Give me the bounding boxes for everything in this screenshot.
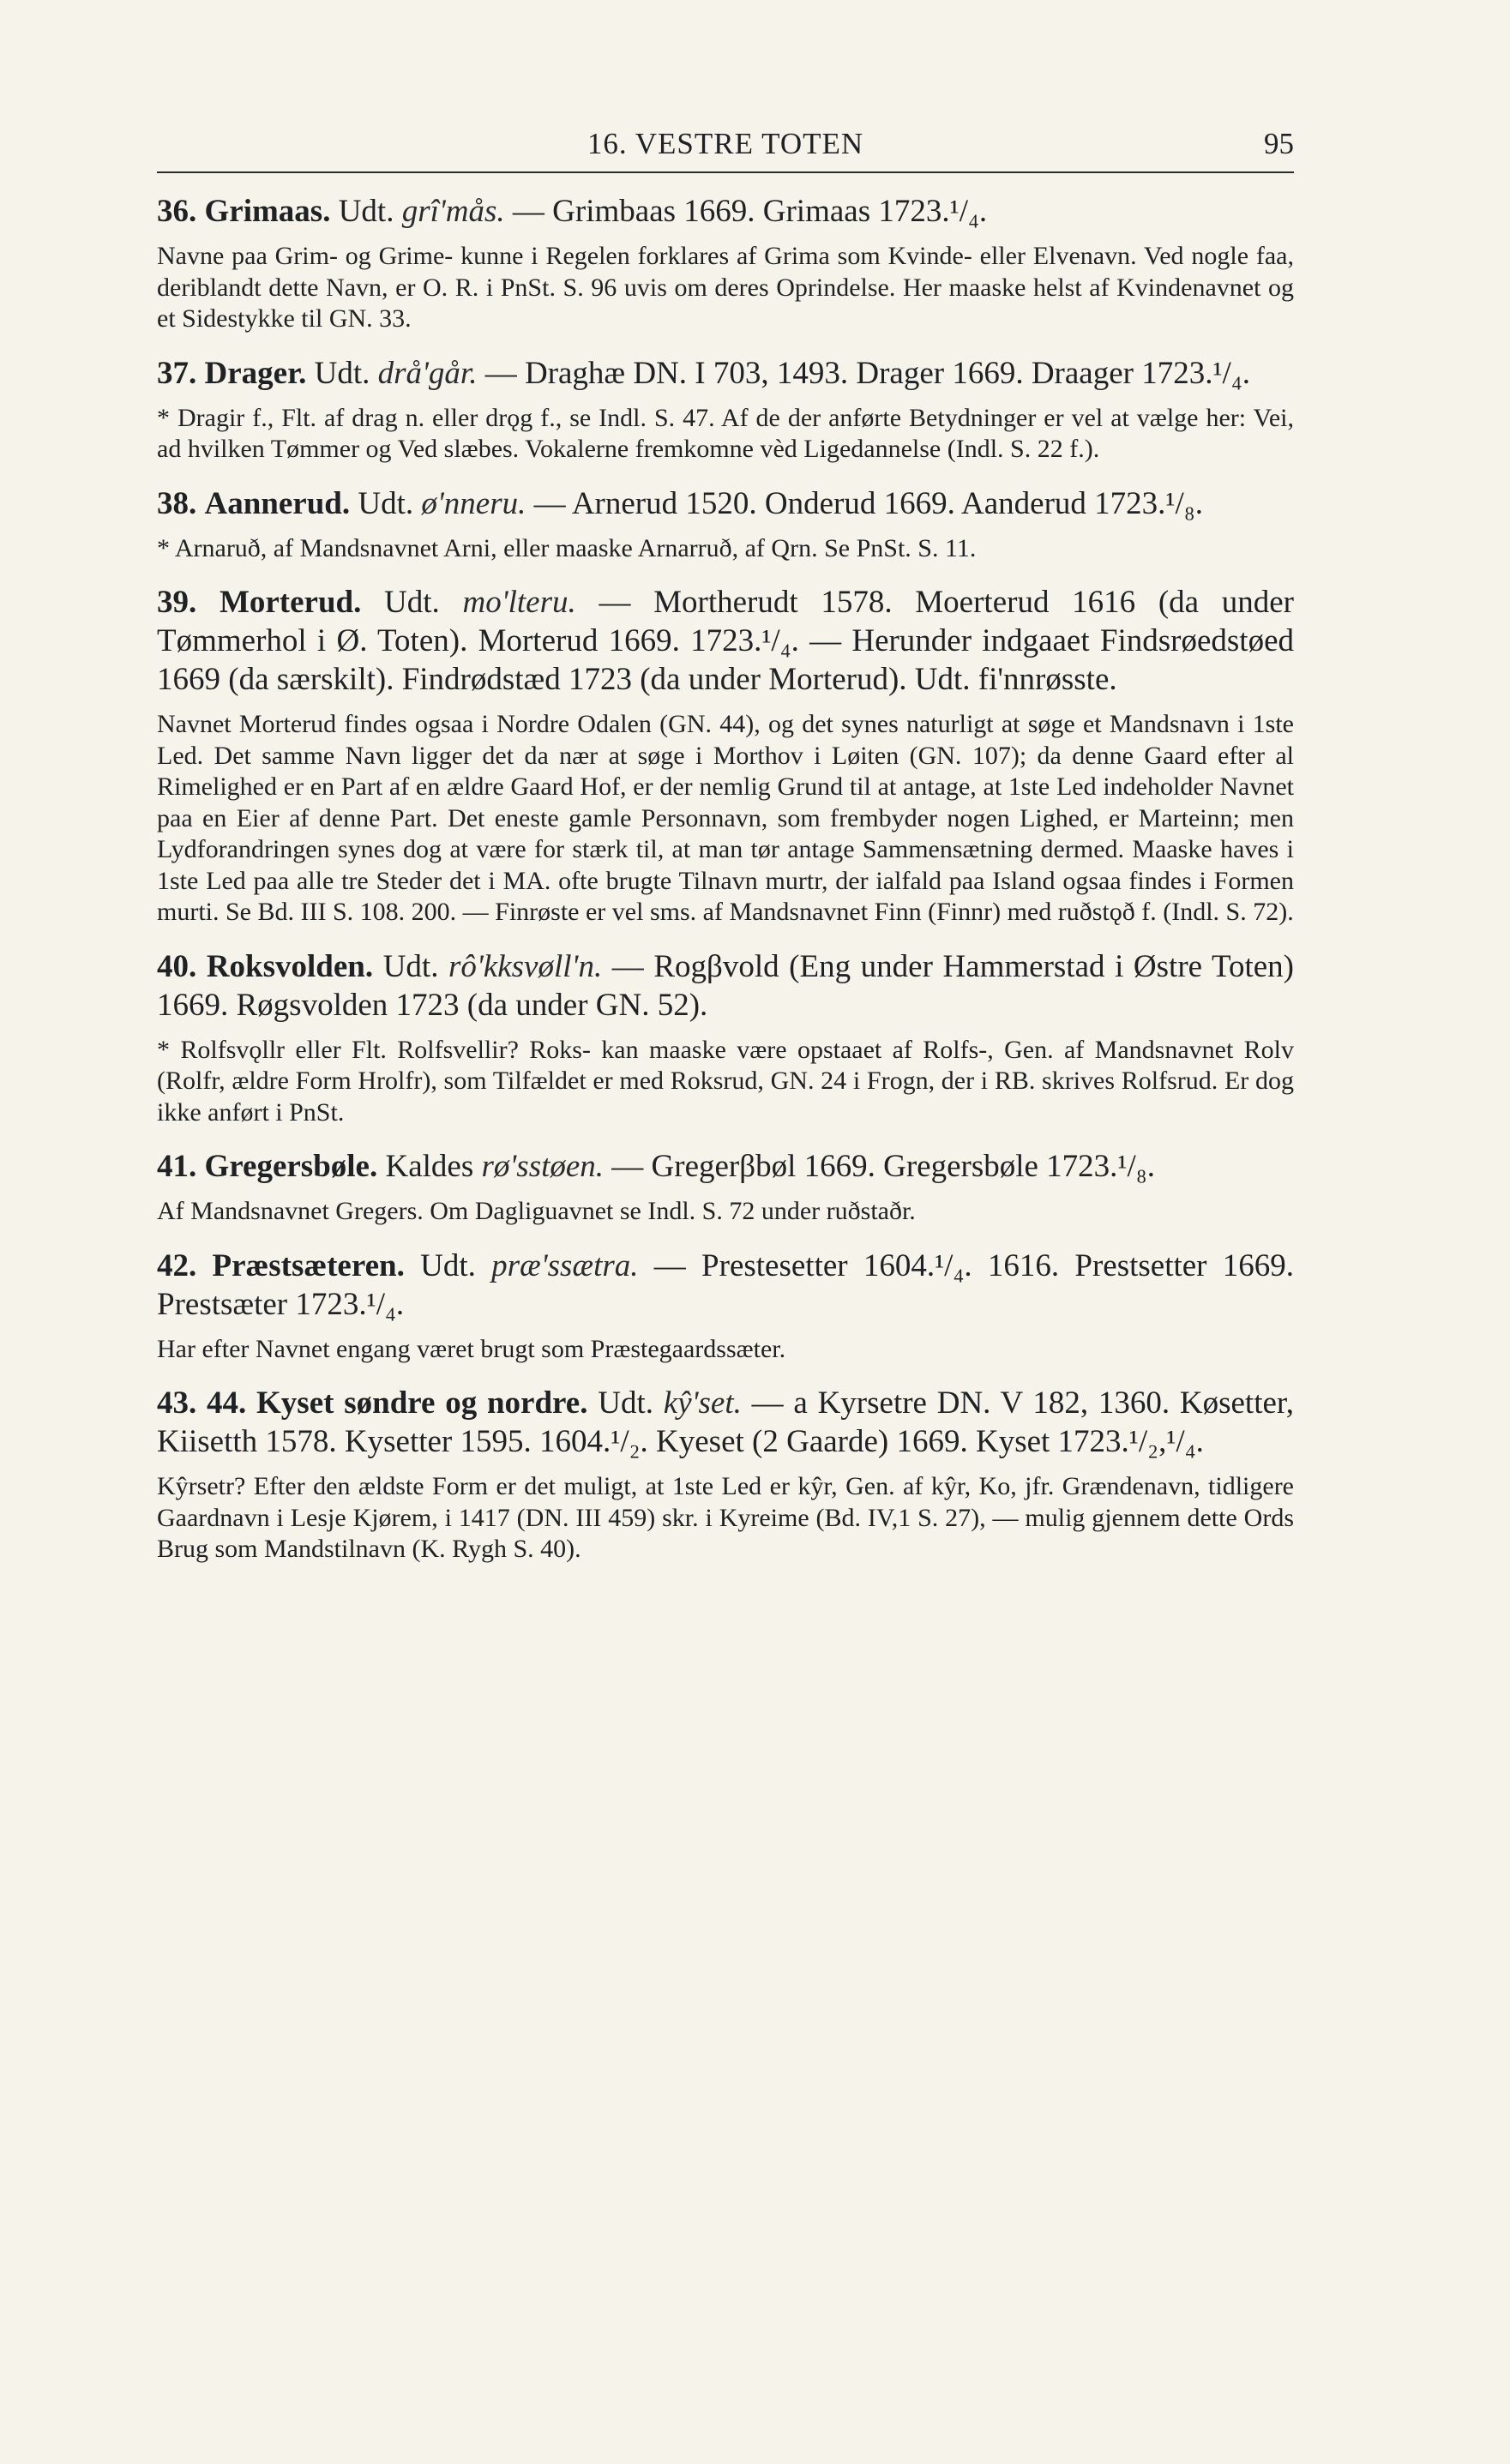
entry-forms: — Grimbaas 1669. Grimaas 1723.¹/₄.: [504, 194, 988, 229]
entry-note: Har efter Navnet engang været brugt som Præstegaardssæter.: [157, 1334, 786, 1363]
farm-name: Gregersbøle.: [204, 1149, 378, 1184]
entry-42: [157, 1247, 1294, 1366]
running-header: [157, 120, 1294, 173]
entry-prefix: Udt.: [330, 194, 402, 229]
entry-number: 36.: [157, 194, 197, 229]
farm-name: Præstsæteren.: [212, 1247, 405, 1283]
entry-note: Kŷrsetr? Efter den ældste Form er det muligt, at 1ste Led er kŷr, Gen. af kŷr, Ko, jfr. Grændenavn, tidligere Gaardnavn i Lesje Kjørem, i 1417 (DN. III 459) skr. i Kyreime (Bd. IV,1 S. 27), — mulig gjennem dette Ords Brug som Mandstilnavn (K. Rygh S. 40).: [157, 1472, 1294, 1563]
entry-prefix: Udt.: [306, 355, 378, 391]
entry-number: 41.: [157, 1149, 197, 1184]
entry-note: * Arnaruð, af Mandsnavnet Arni, eller maaske Arnarruð, af Qrn. Se PnSt. S. 11.: [157, 533, 977, 562]
entry-prefix: Udt.: [587, 1385, 664, 1421]
entry-number: 37.: [157, 355, 197, 391]
entry-forms: — Rogβvold (Eng under Hammerstad i Østre Toten) 1669. Røgsvolden 1723 (da under GN. 52).: [157, 948, 1294, 1023]
entry-39: [157, 583, 1294, 929]
entry-number: 42.: [157, 1247, 197, 1283]
farm-name: Grimaas.: [204, 194, 331, 229]
entry-prefix: Udt.: [350, 485, 422, 521]
pronunciation: grî'mås.: [401, 194, 505, 229]
entry-forms: — Draghæ DN. I 703, 1493. Drager 1669. Draager 1723.¹/₄.: [477, 355, 1250, 391]
entry-prefix: Kaldes: [377, 1149, 482, 1184]
page: [157, 120, 1294, 1566]
entry-number: 39.: [157, 585, 197, 620]
entry-number: 38.: [157, 485, 197, 521]
entry-forms: — Prestesetter 1604.¹/₄. 1616. Prestsetter 1669. Prestsæter 1723.¹/₄.: [157, 1247, 1295, 1322]
farm-name: Roksvolden.: [206, 948, 374, 984]
farm-name: Morterud.: [219, 585, 362, 620]
entry-forms: — Mortherudt 1578. Moerterud 1616 (da under Tømmerhol i Ø. Toten). Morterud 1669. 1723.¹/₄. — Herunder indgaaet Findsrøedstøed 1669 (da særskilt). Findrødstæd 1723 (da under Morterud). Udt. fi'nnrøsste.: [157, 585, 1294, 697]
header-title: 16. VESTRE TOTEN: [587, 127, 864, 160]
entry-note: Navne paa Grim- og Grime- kunne i Regelen forklares af Grima som Kvinde- eller Elvenavn. Ved nogle faa, deriblandt dette Navn, er O. R. i PnSt. S. 96 uvis om deres Oprindelse. Her maaske helst af Kvindenavnet og et Sidestykke til GN. 33.: [157, 242, 1294, 333]
entry-37: [157, 354, 1294, 466]
pronunciation: mo'lteru.: [462, 585, 576, 620]
entry-38: [157, 484, 1294, 565]
entry-40: [157, 947, 1294, 1129]
entry-41: [157, 1147, 1294, 1228]
entry-number: 43. 44.: [157, 1385, 247, 1421]
entry-prefix: Udt.: [361, 585, 463, 620]
entry-number: 40.: [157, 948, 197, 984]
farm-name: Aannerud.: [204, 485, 351, 521]
entry-prefix: Udt.: [404, 1247, 492, 1283]
entry-note: * Dragir f., Flt. af drag n. eller drǫg f., se Indl. S. 47. Af de der anførte Betydninger er vel at vælge her: Vei, ad hvilken Tømmer og Ved slæbes. Vokalerne fremkomne vèd Ligedannelse (Indl. S. 22 f.).: [157, 403, 1294, 463]
farm-name: Kyset søndre og nordre.: [256, 1385, 588, 1421]
entry-note: Navnet Morterud findes ogsaa i Nordre Odalen (GN. 44), og det synes naturligt at søge et Mandsnavn i 1ste Led. Det samme Navn ligger det da nær at søge i Morthov i Løiten (GN. 107); da denne Gaard efter al Rimelighed er en Part af en ældre Gaard Hof, er der nemlig Grund til at antage, at 1ste Led indeholder Navnet paa en Eier af denne Part. Det eneste gamle Personnavn, som frembyder nogen Lighed, er Marteinn; men Lydforandringen synes dog at være for stærk til, at man tør antage Sammensætning dermed. Maaske haves i 1ste Led paa alle tre Steder det i MA. ofte brugte Tilnavn murtr, der ialfald paa Island ogsaa findes i Formen murti. Se Bd. III S. 108. 200. — Finrøste er vel sms. af Mandsnavnet Finn (Finnr) med ruðstǫð f. (Indl. S. 72).: [157, 710, 1294, 926]
page-number: 95: [1264, 127, 1294, 160]
farm-name: Drager.: [204, 355, 307, 391]
pronunciation: rô'kksvøll'n.: [448, 948, 603, 984]
entry-prefix: Udt.: [373, 948, 448, 984]
pronunciation: præ'ssætra.: [491, 1247, 639, 1283]
pronunciation: ø'nneru.: [421, 485, 526, 521]
entry-43-44: [157, 1384, 1294, 1566]
entry-forms: — a Kyrsetre DN. V 182, 1360. Køsetter, Kiisetth 1578. Kysetter 1595. 1604.¹/₂. Kyeset (2 Gaarde) 1669. Kyset 1723.¹/₂,¹/₄.: [157, 1385, 1294, 1459]
entry-forms: — Arnerud 1520. Onderud 1669. Aanderud 1723.¹/₈.: [526, 485, 1203, 521]
entry-note: * Rolfsvǫllr eller Flt. Rolfsvellir? Roks- kan maaske være opstaaet af Rolfs-, Gen. af Mandsnavnet Rolv (Rolfr, ældre Form Hrolfr), som Tilfældet er med Roksrud, GN. 24 i Frogn, der i RB. skrives Rolfsrud. Er dog ikke anført i PnSt.: [157, 1035, 1294, 1127]
pronunciation: rø'sstøen.: [481, 1149, 605, 1184]
entry-forms: — Gregerβbøl 1669. Gregersbøle 1723.¹/₈.: [604, 1149, 1155, 1184]
pronunciation: drå'går.: [377, 355, 478, 391]
entry-36: [157, 192, 1294, 335]
entry-note: Af Mandsnavnet Gregers. Om Dagliguavnet se Indl. S. 72 under ruðstaðr.: [157, 1197, 916, 1225]
pronunciation: kŷ'set.: [663, 1385, 742, 1421]
